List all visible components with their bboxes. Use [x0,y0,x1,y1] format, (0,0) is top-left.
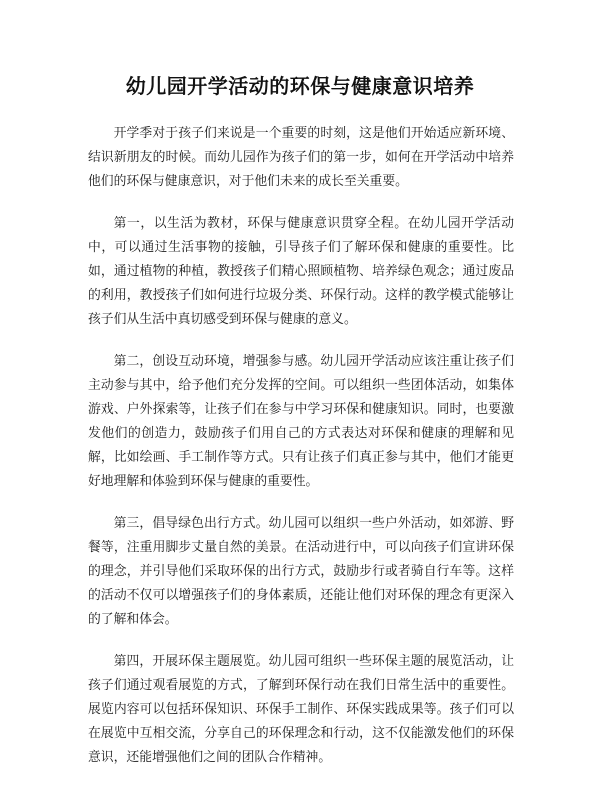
paragraph-first: 第一，以生活为教材，环保与健康意识贯穿全程。在幼儿园开学活动中，可以通过生活事物的接触，引导孩子们了解环保和健康的重要性。比如，通过植物的种植，教授孩子们精心照顾植物、培养绿色观念；通过废品的利用，教授孩子们如何进行垃圾分类、环保行动。这样的教学模式能够让孩子们从生活中真切感受到环保与健康的意义。 [88,216,514,327]
paragraph-second: 第二，创设互动环境，增强参与感。幼儿园开学活动应该注重让孩子们主动参与其中，给予他们充分发挥的空间。可以组织一些团体活动，如集体游戏、户外探索等，让孩子们在参与中学习环保和健康知识。同时，也要激发他们的创造力，鼓励孩子们用自己的方式表达对环保和健康的理解和见解，比如绘画、手工制作等方式。只有让孩子们真正参与其中，他们才能更好地理解和体验到环保与健康的重要性。 [88,354,514,489]
paragraph-intro: 开学季对于孩子们来说是一个重要的时刻，这是他们开始适应新环境、结识新朋友的时候。而幼儿园作为孩子们的第一步，如何在开学活动中培养他们的环保与健康意识，对于他们未来的成长至关重要。 [88,126,514,189]
document-body [88,122,514,788]
paragraph-fourth: 第四，开展环保主题展览。幼儿园可组织一些环保主题的展览活动，让孩子们通过观看展览的方式，了解到环保行动在我们日常生活中的重要性。展览内容可以包括环保知识、环保手工制作、环保实践成果等。孩子们可以在展览中互相交流，分享自己的环保理念和行动，这不仅能激发他们的环保意识，还能增强他们之间的团队合作精神。 [88,654,514,765]
document-title: 幼儿园开学活动的环保与健康意识培养 [125,74,475,98]
paragraph-third: 第三，倡导绿色出行方式。幼儿园可以组织一些户外活动，如郊游、野餐等，注重用脚步丈量自然的美景。在活动进行中，可以向孩子们宣讲环保的理念，并引导他们采取环保的出行方式，鼓励步行或者骑自行车等。这样的活动不仅可以增强孩子们的身体素质，还能让他们对环保的理念有更深入的了解和体会。 [88,516,514,627]
